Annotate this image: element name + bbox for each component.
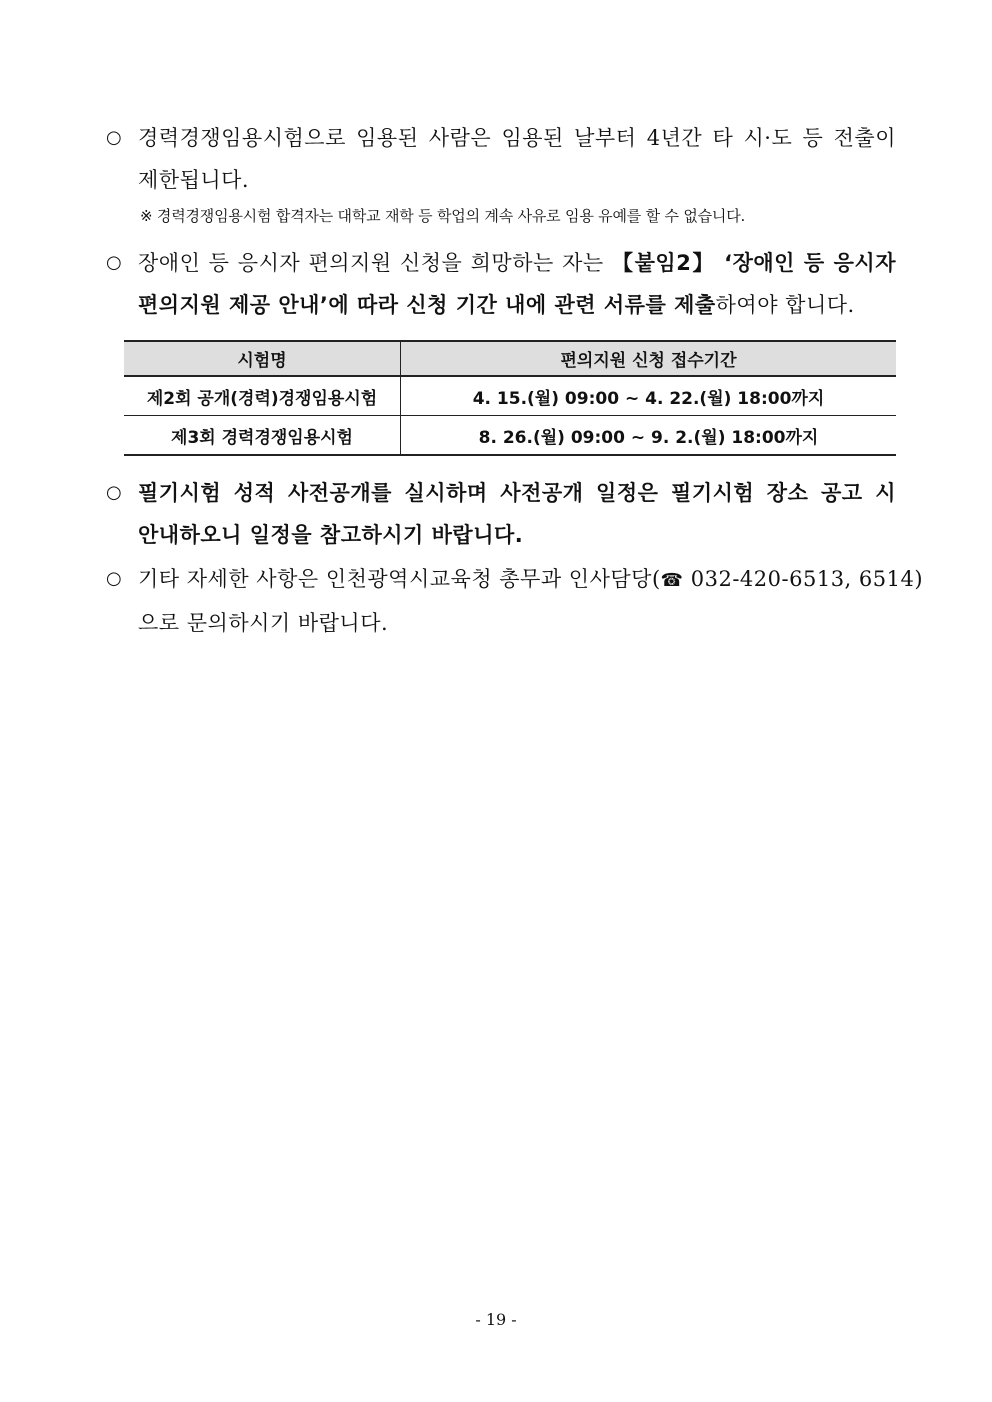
deferral-note: ※ 경력경쟁임용시험 합격자는 대학교 재학 등 학업의 계속 사유로 임용 유예를 할 수 없습니다. [140, 207, 746, 225]
bullet-marker: ○ [106, 127, 123, 148]
bullet-item-accommodation [106, 242, 896, 326]
period-cell: 8. 26.(월) 09:00 ~ 9. 2.(월) 18:00까지 [401, 416, 897, 456]
plain-text: 하여야 합니다. [715, 293, 855, 317]
bullet-marker: ○ [106, 252, 123, 273]
bullet-item-transfer-restriction [106, 117, 896, 201]
plain-text: 기타 자세한 사항은 인천광역시교육청 총무과 인사담당( [138, 567, 661, 591]
bullet-item-score-preview [106, 472, 896, 556]
bullet-marker: ○ [106, 568, 123, 589]
plain-text: 장애인 등 응시자 편의지원 신청을 희망하는 자는 [138, 251, 612, 275]
bullet-item-contact [106, 558, 924, 644]
bullet-text-line: 경력경쟁임용시험으로 임용된 사람은 임용된 날부터 4년간 타 시·도 등 전출이 [138, 126, 896, 150]
exam-name-cell: 제3회 경력경쟁임용시험 [124, 416, 401, 456]
header-application-period: 편의지원 신청 접수기간 [401, 341, 897, 376]
phone-icon: ☎ [660, 570, 684, 591]
exam-name-cell: 제2회 공개(경력)경쟁임용시험 [124, 376, 401, 416]
bullet-text-line [106, 284, 896, 326]
bullet-text-line: 제한됩니다. [138, 168, 250, 192]
period-cell: 4. 15.(월) 09:00 ~ 4. 22.(월) 18:00까지 [401, 376, 897, 416]
table-row [124, 376, 896, 416]
phone-number: 032-420-6513, 6514) [683, 567, 924, 591]
bullet-marker: ○ [106, 482, 123, 503]
header-exam-name: 시험명 [124, 341, 401, 376]
table-header-row [124, 341, 896, 376]
page-number: - 19 - [475, 1310, 517, 1329]
bullet-text-line: 으로 문의하시기 바랍니다. [138, 611, 389, 635]
accommodation-schedule-table [124, 340, 896, 456]
attachment-reference: 【붙임2】 ‘장애인 등 응시자 [612, 251, 896, 275]
bullet-text-line: 필기시험 성적 사전공개를 실시하며 사전공개 일정은 필기시험 장소 공고 시 [138, 481, 896, 505]
bullet-text-line [106, 242, 896, 284]
bullet-text-line: 안내하오니 일정을 참고하시기 바랍니다. [138, 523, 524, 547]
emphasis-text: 편의지원 제공 안내’에 따라 신청 기간 내에 관련 서류를 제출 [138, 293, 716, 317]
table-row [124, 416, 896, 456]
bullet-text-line [106, 558, 924, 602]
